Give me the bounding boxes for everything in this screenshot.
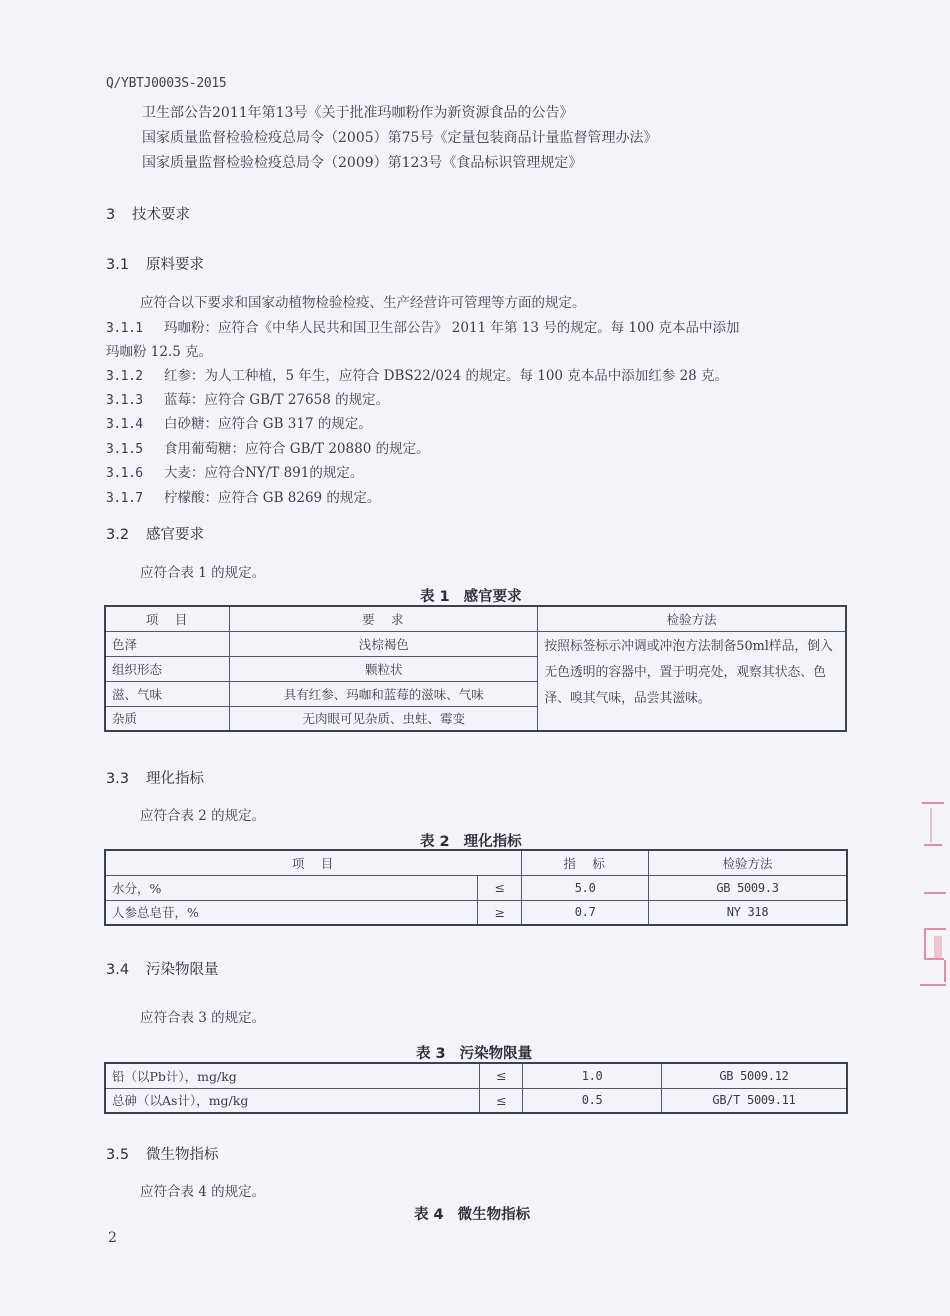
clause-3-1-6: 3.1.6 大麦：应符合NY/T 891的规定。 bbox=[106, 465, 364, 481]
row-item: 组织形态 bbox=[105, 656, 230, 681]
row-operator: ≤ bbox=[480, 1088, 523, 1113]
row-value: 0.7 bbox=[522, 900, 649, 925]
seal-stamp-icon bbox=[918, 800, 948, 1000]
row-method: GB 5009.3 bbox=[648, 875, 847, 900]
table-4-caption: 表 4 微生物指标 bbox=[414, 1207, 531, 1223]
clause-3-1-5: 3.1.5 食用葡萄糖：应符合 GB/T 20880 的规定。 bbox=[106, 441, 430, 457]
section-3-4-heading: 3.4 污染物限量 bbox=[106, 962, 219, 978]
table-header-row bbox=[105, 606, 846, 631]
reference-2: 国家质量监督检验检疫总局令（2005）第75号《定量包装商品计量监督管理办法》 bbox=[142, 130, 658, 146]
table-row bbox=[105, 631, 846, 656]
table-row bbox=[105, 1088, 847, 1113]
row-item: 人参总皂苷，% bbox=[105, 900, 478, 925]
row-item: 色泽 bbox=[105, 631, 230, 656]
header-item: 项 目 bbox=[105, 850, 522, 875]
section-3-2-intro: 应符合表 1 的规定。 bbox=[140, 565, 266, 581]
document-code: Q/YBTJ0003S-2015 bbox=[106, 76, 227, 91]
sensory-requirements-table bbox=[104, 605, 847, 732]
header-requirement: 要 求 bbox=[230, 606, 538, 631]
section-3-3-heading: 3.3 理化指标 bbox=[106, 771, 204, 787]
row-requirement: 具有红参、玛咖和蓝莓的滋味、气味 bbox=[230, 681, 538, 706]
physicochemical-table bbox=[104, 849, 848, 926]
row-value: 5.0 bbox=[522, 875, 649, 900]
table-row bbox=[105, 900, 847, 925]
section-3-4-intro: 应符合表 3 的规定。 bbox=[140, 1010, 266, 1026]
row-value: 1.0 bbox=[523, 1063, 662, 1088]
row-requirement: 无肉眼可见杂质、虫蛀、霉变 bbox=[230, 706, 538, 731]
table-header-row bbox=[105, 850, 847, 875]
row-method: GB/T 5009.11 bbox=[661, 1088, 847, 1113]
row-operator: ≥ bbox=[478, 900, 522, 925]
row-operator: ≤ bbox=[480, 1063, 523, 1088]
section-3-5-intro: 应符合表 4 的规定。 bbox=[140, 1184, 266, 1200]
clause-3-1-4: 3.1.4 白砂糖：应符合 GB 317 的规定。 bbox=[106, 416, 372, 432]
clause-3-1-1: 3.1.1 玛咖粉：应符合《中华人民共和国卫生部公告》 2011 年第 13 号的规定。每 100 克本品中添加 bbox=[106, 320, 740, 336]
row-operator: ≤ bbox=[478, 875, 522, 900]
table-row bbox=[105, 1063, 847, 1088]
row-item: 水分，% bbox=[105, 875, 478, 900]
clause-3-1-7: 3.1.7 柠檬酸：应符合 GB 8269 的规定。 bbox=[106, 490, 381, 506]
row-method: GB 5009.12 bbox=[661, 1063, 847, 1088]
page-number: 2 bbox=[108, 1230, 117, 1246]
table-2-caption: 表 2 理化指标 bbox=[420, 834, 522, 850]
row-requirement: 颗粒状 bbox=[230, 656, 538, 681]
section-3-heading: 3 技术要求 bbox=[106, 207, 190, 223]
row-item: 杂质 bbox=[105, 706, 230, 731]
reference-1: 卫生部公告2011年第13号《关于批准玛咖粉作为新资源食品的公告》 bbox=[142, 105, 574, 121]
section-3-3-intro: 应符合表 2 的规定。 bbox=[140, 808, 266, 824]
section-3-1-heading: 3.1 原料要求 bbox=[106, 257, 204, 273]
section-3-1-intro: 应符合以下要求和国家动植物检验检疫、生产经营许可管理等方面的规定。 bbox=[140, 295, 586, 311]
header-indicator: 指 标 bbox=[522, 850, 649, 875]
row-requirement: 浅棕褐色 bbox=[230, 631, 538, 656]
table-3-caption: 表 3 污染物限量 bbox=[416, 1046, 533, 1062]
inspection-method: 按照标签标示冲调或冲泡方法制备50ml样品，倒入无色透明的容器中，置于明亮处，观察其状态、色泽、嗅其气味，品尝其滋味。 bbox=[538, 631, 846, 731]
header-method: 检验方法 bbox=[648, 850, 847, 875]
section-3-2-heading: 3.2 感官要求 bbox=[106, 527, 204, 543]
header-method: 检验方法 bbox=[538, 606, 846, 631]
header-item: 项 目 bbox=[105, 606, 230, 631]
contaminant-limits-table bbox=[104, 1062, 848, 1114]
section-3-5-heading: 3.5 微生物指标 bbox=[106, 1147, 219, 1163]
clause-3-1-2: 3.1.2 红参：为人工种植，5 年生，应符合 DBS22/024 的规定。每 100 克本品中添加红参 28 克。 bbox=[106, 368, 729, 384]
reference-3: 国家质量监督检验检疫总局令（2009）第123号《食品标识管理规定》 bbox=[142, 155, 583, 171]
table-1-caption: 表 1 感官要求 bbox=[420, 589, 522, 605]
clause-3-1-1-continued: 玛咖粉 12.5 克。 bbox=[106, 344, 213, 360]
clause-3-1-3: 3.1.3 蓝莓：应符合 GB/T 27658 的规定。 bbox=[106, 392, 390, 408]
table-row bbox=[105, 875, 847, 900]
row-item: 铅（以Pb计），mg/kg bbox=[105, 1063, 480, 1088]
row-value: 0.5 bbox=[523, 1088, 662, 1113]
row-item: 滋、气味 bbox=[105, 681, 230, 706]
row-method: NY 318 bbox=[648, 900, 847, 925]
row-item: 总砷（以As计），mg/kg bbox=[105, 1088, 480, 1113]
